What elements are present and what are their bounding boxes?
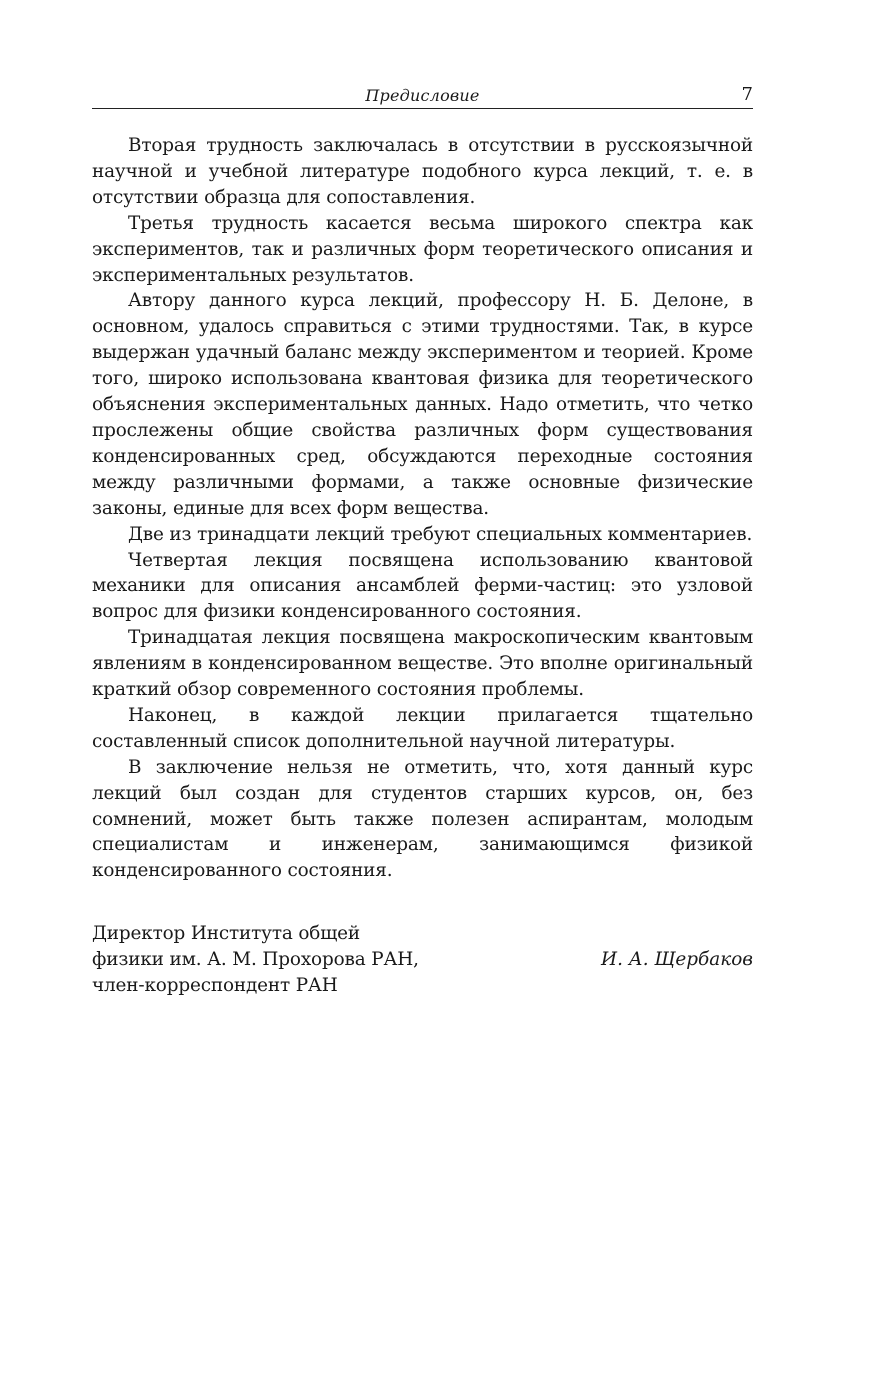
position-line: Директор Института общей <box>92 923 361 945</box>
book-page <box>92 82 753 1001</box>
page-number: 7 <box>741 84 753 105</box>
paragraph-author-success: Автору данного курса лекций, профессору Н. Б. Делоне, в основном, удалось справиться с этими трудностями. Так, в курсе выдержан удачный баланс между экспериментом и теорией. Кроме того, широко использована квантовая физика для теоретического объяснения экспериментальных данных. Надо отметить, что четко прослежены общие свойства различных форм существования конденсированных сред, обсуждаются переходные состояния между различными формами, а также основные физические законы, единые для всех форм вещества. <box>92 290 753 519</box>
position-line: физики им. А. М. Прохорова РАН, <box>92 949 419 971</box>
position-line: член-корреспондент РАН <box>92 975 338 997</box>
paragraph-fourth-lecture: Четвертая лекция посвящена использованию квантовой механики для описания ансамблей ферми-частиц: это узловой вопрос для физики конденсированного состояния. <box>92 549 753 623</box>
signature-block <box>92 921 753 1001</box>
paragraph-third-difficulty: Третья трудность касается весьма широкого спектра как экспериментов, так и различных форм теоретического описания и экспериментальных результатов. <box>92 212 753 286</box>
paragraph-two-lectures: Две из тринадцати лекций требуют специальных комментариев. <box>128 523 753 545</box>
paragraph-second-difficulty: Вторая трудность заключалась в отсутствии в русскоязычной научной и учебной литературе подобного курса лекций, т. е. в отсутствии образца для сопоставления. <box>92 135 753 208</box>
running-title: Предисловие <box>365 86 480 105</box>
paragraph-literature-list: Наконец, в каждой лекции прилагается тщательно составленный список дополнительной научной литературы. <box>92 704 753 752</box>
running-header <box>92 82 753 109</box>
paragraph-conclusion: В заключение нельзя не отметить, что, хотя данный курс лекций был создан для студентов старших курсов, он, без сомнений, может быть также полезен аспирантам, молодым специалистам и инженерам, занимающимся физикой конденсированного состояния. <box>92 756 753 882</box>
preface-body <box>92 133 753 884</box>
signatory-name: И. А. Щербаков <box>601 949 753 971</box>
paragraph-thirteenth-lecture: Тринадцатая лекция посвящена макроскопическим квантовым явлениям в конденсированном веществе. Это вполне оригинальный краткий обзор современного состояния проблемы. <box>92 627 753 701</box>
signatory-position <box>92 921 419 999</box>
